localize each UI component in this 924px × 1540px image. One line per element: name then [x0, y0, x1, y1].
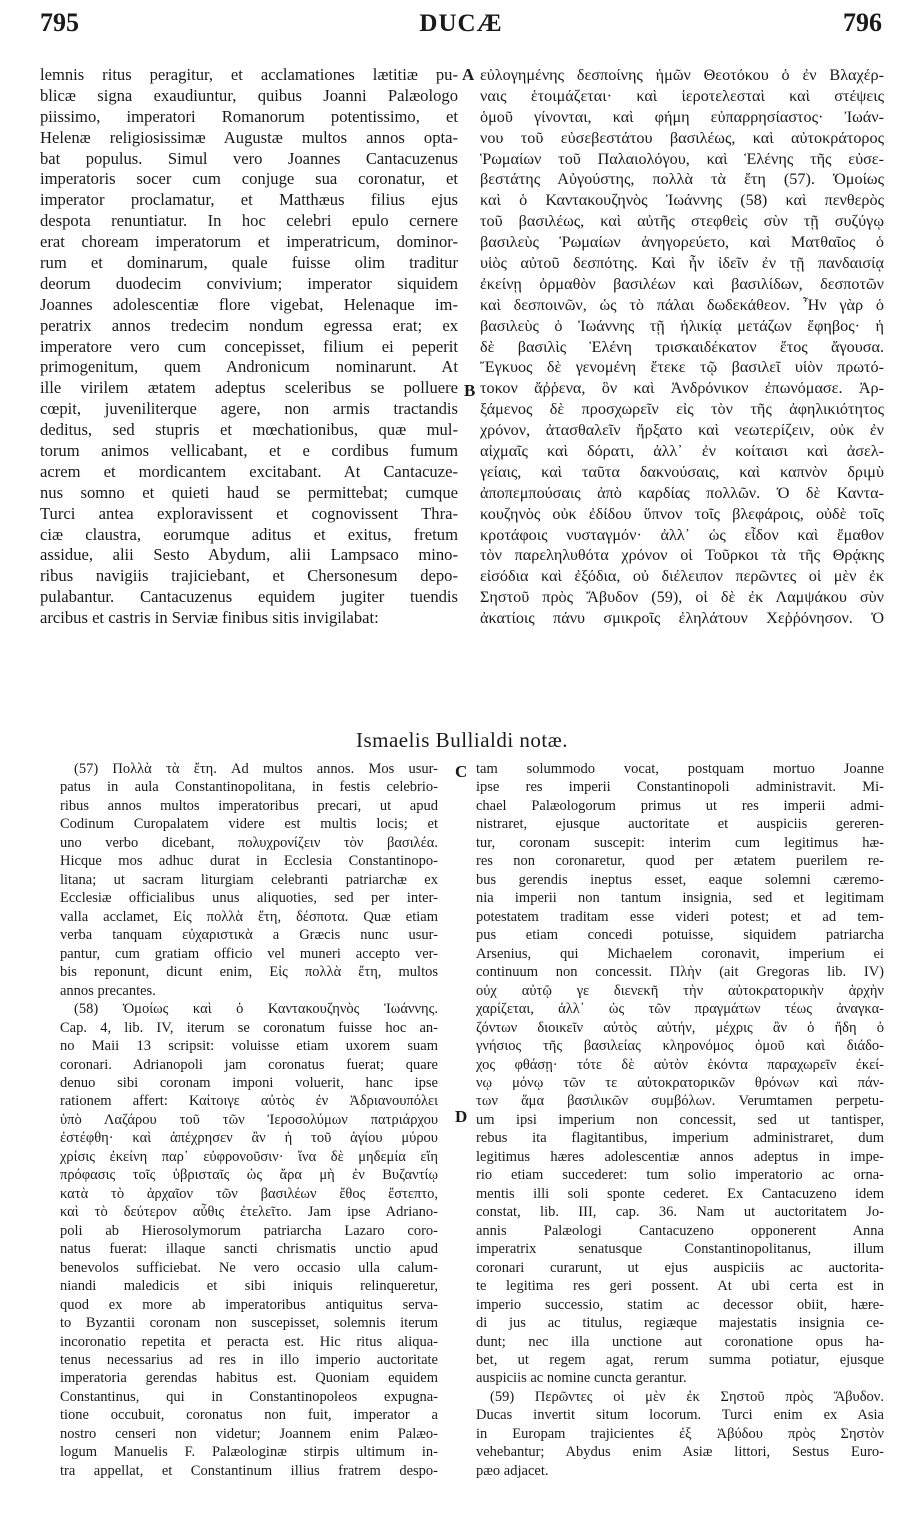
- text-line: imperatrix senatusque Constantinopolitanus, illum: [476, 1241, 884, 1258]
- text-line: ipse res imperii Constantinopoli administravit. Mi-: [476, 779, 884, 796]
- text-line: χος φθάσῃ· τότε δὲ αὐτὸν ἑκόντα παραχωρεῖν ἐκεί-: [476, 1056, 884, 1073]
- text-line: ἐκείνῃ ὀρμαθὸν βασιλέων καὶ βασιλίδων, δεσποτῶν: [480, 274, 884, 293]
- text-line: arcibus et castris in Serviæ finibus sitis invigilabat:: [40, 608, 379, 628]
- latin-text-column: [40, 65, 458, 629]
- text-line: piissimo, imperatori Romanorum potentissimo, et: [40, 106, 458, 126]
- text-line: dunt; nec illa unctione aut coronatione opus ha-: [476, 1333, 884, 1350]
- text-line: Cap. 4, lib. IV, iterum se coronatum fuisse hoc an-: [60, 1019, 438, 1036]
- text-line: χρόνον, ἀτασθαλεῖν ἤρξατο καὶ νεωτερίζειν, οὐκ ἐν: [480, 421, 884, 440]
- margin-marker-d: D: [455, 1107, 468, 1126]
- text-line: te legitima res geri possent. At ubi certa est in: [476, 1278, 884, 1295]
- text-line: uno verbo dicebant, πολυχρονίζειν τὸν βασιλέα.: [60, 834, 438, 851]
- text-line: pantur, cum gratiam officio vel muneri accepto ver-: [60, 945, 438, 962]
- text-line: (58) Ὁμοίως καὶ ὁ Καντακουζηνὸς Ἰωάννης.: [74, 1001, 438, 1018]
- text-line: Arsenius, qui Michaelem coronavit, imperium ei: [476, 945, 884, 962]
- text-line: imperator proclamatur, et Matthæus filius ejus: [40, 190, 458, 210]
- text-line: κουζηνὸς οὐκ ἐδίδου ὕπνον τοῖς βλεφάροις, οὐδὲ τοῖς: [480, 504, 884, 523]
- text-line: rum et dominarum, quale fuisse olim traditur: [40, 253, 458, 273]
- text-line: Ecclesiæ officialibus unus aliquoties, sed per inter-: [60, 890, 438, 907]
- text-line: benevolos sufficiebat. Ne vero occasio ulla calum-: [60, 1259, 438, 1276]
- text-line: imperatoris socer cum conjuge sua coronatur, et: [40, 169, 458, 189]
- text-line: Codinum Curopalatem videre est multis locis; et: [60, 816, 438, 833]
- text-line: annis Palæologi Cantacuzeno opponerent Anna: [476, 1222, 884, 1239]
- text-line: νου τοῦ εὐσεβεστάτου βασιλέως, καὶ αὐτοκράτορος: [480, 128, 884, 147]
- text-line: incoronatio repetita et peracta est. Hic ritus aliqua-: [60, 1333, 438, 1350]
- text-line: Turci antea exploravissent et cognovissent Thra-: [40, 503, 458, 523]
- text-line: ille virilem ætatem adeptus sceleribus se polluere: [40, 378, 458, 398]
- text-line: quod ex more ab imperatoribus antiquitus serva-: [60, 1296, 438, 1313]
- text-line: τὸν παρεληλυθότα χρόνον οἱ Τοῦρκοι τὰ τῆς Θρᾴκης: [480, 546, 884, 565]
- text-line: tam solummodo vocat, postquam mortuo Joanne: [476, 761, 884, 777]
- text-line: ὁμοῦ γίνονται, καὶ φήμη εὐπαρρησίαστος· Ἰωάν-: [480, 107, 884, 126]
- margin-marker-c: C: [455, 762, 468, 781]
- text-line: καὶ ὁ Καντακουζηνὸς Ἰωάννης (58) καὶ πενθερὸς: [480, 191, 884, 210]
- text-line: in Europam trajicientes ἐξ Ἀβύδου πρὸς Σηστὸν: [476, 1425, 884, 1442]
- text-line: βεστάτης Αὐγούστης, πολλὰ τὰ ἔτη (57). Ὁμοίως: [480, 170, 884, 189]
- text-line: no Maii 13 scripsit: voluisse etiam uxorem suam: [60, 1038, 438, 1055]
- text-line: (57) Πολλὰ τὰ ἔτη. Ad multos annos. Mos usur-: [74, 761, 438, 777]
- text-line: mentis illi soli sponte cederet. Ex Cantacuzeno idem: [476, 1185, 884, 1202]
- text-line: logum Manuelis F. Palæologinæ stirpis ultimum in-: [60, 1444, 438, 1461]
- text-line: blicæ signa exaudiuntur, quibus Joanni Palæologo: [40, 85, 458, 105]
- text-line: constat, lib. III, cap. 36. Nam ut auctoritatem Jo-: [476, 1204, 884, 1221]
- text-line: natus fuerat: illaque sancti chrismatis unctio apud: [60, 1241, 438, 1258]
- text-line: των ἅμα βασιλικῶν συμβόλων. Verumtamen perpetu-: [476, 1093, 884, 1110]
- text-line: deditus, sed stupris et mœchationibus, quæ mul-: [40, 420, 458, 440]
- notes-heading: Ismaelis Bullialdi notæ.: [355, 728, 569, 752]
- text-line: lemnis ritus peragitur, et acclamationes lætitiæ pu-: [40, 65, 458, 84]
- text-line: poli ab Hierosolymorum patriarcha Lazaro coro-: [60, 1222, 438, 1239]
- text-line: ξάμενος δὲ προσχωρεῖν εἰς τὸν τῆς ἀφηλικιότητος: [480, 400, 884, 419]
- text-line: βασιλεὺς Ῥωμαίων ἀνηγορεύετο, καὶ Ματθαῖος ὁ: [480, 233, 884, 252]
- text-line: (59) Περῶντες οἱ μὲν ἐκ Σηστοῦ πρὸς Ἄβυδον.: [490, 1388, 884, 1405]
- text-line: δὲ βασιλὶς Ἑλένη τρισκαιδέκατον ἔτος ἄγουσα.: [480, 337, 884, 356]
- text-line: κατὰ τὸ ἀρχαῖον τῶν βασιλέων ἔθος ἔστεπτο,: [60, 1185, 438, 1202]
- text-line: patus in aula Constantinopolitana, in festis celebrio-: [60, 779, 438, 796]
- text-line: ναις ἑτοιμάζεται· καὶ ἱεροτελεσταὶ καὶ στέψεις: [480, 86, 884, 105]
- text-line: bat populus. Simul vero Joannes Cantacuzenus: [40, 148, 458, 168]
- text-line: imperatoria gerendas habitus est. Quoniam equidem: [60, 1370, 438, 1387]
- text-line: erat choream imperatorum et imperatricum, dominor-: [40, 232, 458, 252]
- text-line: γνήσιος τῆς βασιλείας κληρονόμος ὁμοῦ καὶ διάδο-: [476, 1038, 884, 1055]
- text-line: res non coronaretur, quod per ætatem puerilem re-: [476, 853, 884, 870]
- text-line: πρόφασις τοῖς ὑβρισταῖς ὡς ἄρα μὴ ἐν Βυζαντίῳ: [60, 1167, 438, 1184]
- text-line: Hicque mos adhuc durat in Ecclesia Constantinopo-: [60, 853, 438, 870]
- text-line: pus etiam concedi potuisse, siquidem patriarcha: [476, 927, 884, 944]
- text-line: ciæ claustra, eorumque aditus et exitus, fretum: [40, 524, 458, 544]
- text-line: νῳ μόνῳ τῶν τε αὐτοκρατορικῶν θρόνων καὶ πάν-: [476, 1074, 884, 1091]
- text-line: ζόντων διοικεῖν αὐτὸς αὐτήν, μέχρις ἂν ὁ ἤδη ὁ: [476, 1019, 884, 1036]
- text-line: nostro censeri non videtur; Joannem enim Palæo-: [60, 1425, 438, 1442]
- text-line: nia imperii non tantum insignia, sed et legitimam: [476, 890, 884, 907]
- text-line: coronari. Adrianopoli jam coronatus fuerat; quare: [60, 1056, 438, 1073]
- text-line: αἰχμαῖς καὶ δόρατι, ἀλλ᾽ ἐν κοίταισι καὶ ἀσελ-: [480, 442, 884, 461]
- text-line: legitimus hæres adolescentiæ annos adeptus in impe-: [476, 1148, 884, 1165]
- text-line: tra appellat, et Constantinum illius fratrem despo-: [60, 1462, 438, 1479]
- text-line: auspiciis ac nomine cuncta gerantur.: [476, 1370, 687, 1387]
- text-line: υἱὸς αὐτοῦ δεσπότης. Καὶ ἦν ἰδεῖν ἐν τῇ πανδαισίᾳ: [480, 254, 884, 273]
- text-line: coronari curarunt, ut ejus auspiciis ac auctorita-: [476, 1259, 884, 1276]
- text-line: γείαις, καὶ ταῦτα δακνούσαις, καὶ καπνὸν δριμὺ: [480, 462, 884, 481]
- text-line: Ducas invertit situm locorum. Turci enim ex Asia: [476, 1407, 884, 1424]
- text-line: nistraret, ejusque auctoritate et auspiciis gereren-: [476, 816, 884, 833]
- text-line: εὐλογημένης δεσποίνης ἡμῶν Θεοτόκου ὁ ἐν Βλαχέρ-: [480, 66, 884, 84]
- text-line: di jus ac titulus, regiæque majestatis insignia ce-: [476, 1315, 884, 1332]
- page-number-left: 795: [40, 8, 79, 37]
- text-line: bet, ut regem agat, rerum summa potiatur, ejusque: [476, 1352, 884, 1368]
- text-line: tenus necessarius ad res in illo imperio auctoritate: [60, 1352, 438, 1368]
- text-line: deorum duodecim convivium; imperator siquidem: [40, 273, 458, 293]
- text-line: ἐστέφθη· καὶ ἀπέχρησεν ἂν ἡ τοῦ ἁγίου μύρου: [60, 1130, 438, 1147]
- text-line: ἀκατίοις πάνυ σμικροῖς ἐληλάτουν Χεῤῥόνησον. Ὁ: [480, 609, 884, 628]
- text-line: τοῦ βασιλέως, καὶ αὐτῆς στεφθεὶς σὺν τῇ συζύγῳ: [480, 212, 884, 231]
- text-line: cœpit, juveniliterque agere, non armis tractandis: [40, 399, 458, 419]
- text-line: Σηστοῦ πρὸς Ἄβυδον (59), οἱ δὲ ἐκ Λαμψάκου σὺν: [480, 588, 884, 607]
- text-line: despota renuntiatur. In hoc celebri epulo cernere: [40, 211, 458, 231]
- text-line: rebus ita flagitantibus, imperium administraret, dum: [476, 1130, 884, 1147]
- text-line: acrem et mordicantem excitabant. At Cantacuze-: [40, 461, 458, 481]
- text-line: βασιλεὺς ὁ Ἰωάννης τῇ ἡλικίᾳ μετάζων ἔφηβος· ἡ: [480, 316, 884, 335]
- text-line: denuo sibi coronam imponi voluerit, hanc ipse: [60, 1074, 438, 1091]
- text-line: tur, coronam suscepit: interim cum legitimus hæ-: [476, 834, 884, 851]
- text-line: Joannes adolescentiæ flore vigebat, Helenaque im-: [40, 294, 458, 314]
- text-line: annos precantes.: [60, 982, 156, 999]
- text-line: Ῥωμαίων τοῦ Παλαιολόγου, καὶ Ἑλένης τῆς εὐσε-: [480, 149, 884, 168]
- text-line: continuum non concessit. Πλὴν (ait Gregoras lib. IV): [476, 964, 884, 981]
- text-line: bus gerendis ineptus esset, eaque solemni cæremo-: [476, 871, 884, 888]
- text-line: καὶ τὸ δεύτερον αὖθις ἐτελεῖτο. Jam ipse Adriano-: [60, 1204, 438, 1221]
- text-line: chael Palæologorum primus ut res imperii admi-: [476, 797, 884, 814]
- text-line: rationem affert: Καίτοιγε αὐτὸς ἐν Ἀδριανουπόλει: [60, 1093, 438, 1110]
- notes-right-column: [476, 760, 884, 1480]
- text-line: tione occubuit, coronatus non fuit, imperator a: [60, 1407, 438, 1424]
- text-line: ὑπὸ Λαζάρου τοῦ τῶν Ἱεροσολύμων πατριάρχου: [60, 1111, 438, 1128]
- text-line: κροτάφοις νυσταγμόν· ἀλλ᾽ ὡς εἶδον καὶ ἔμαθον: [480, 525, 884, 544]
- text-line: χαρίζεται, ἀλλ᾽ ὡς τῶν πραγμάτων τέως ἀναγκα-: [476, 1001, 884, 1018]
- text-line: pæo adjacet.: [476, 1462, 549, 1479]
- running-header: [40, 8, 882, 48]
- text-line: torum animos vellicabant, et e cordibus fumum: [40, 441, 458, 461]
- text-line: Helenæ religiosissimæ Augustæ multos annos opta-: [40, 127, 458, 147]
- text-line: χρίσις ἐκείνη παρ᾽ εὐφρονοῦσιν· ἵνα δὲ μηδεμία εἴη: [60, 1148, 438, 1165]
- margin-marker-b: B: [464, 381, 476, 400]
- text-line: potestatem traditam esse videri potest; et ad tem-: [476, 908, 884, 925]
- text-line: assidue, alii Sesto Abydum, alii Lampsaco mino-: [40, 545, 458, 565]
- text-line: vehebantur; Abydus enim Asiæ littori, Sestus Euro-: [476, 1444, 884, 1461]
- text-line: imperatore vero cum concepisset, filium ei peperit: [40, 336, 458, 356]
- text-line: to Byzantii coronam non suscepisset, solemnis iterum: [60, 1315, 438, 1332]
- text-line: bis reponunt, dicunt enim, Εἰς πολλὰ ἔτη, multos: [60, 964, 438, 981]
- text-line: ribus annos multos imperatoribus precari, ut apud: [60, 797, 438, 814]
- text-line: ribus navigiis trajiciebant, et Chersonesum depo-: [40, 566, 458, 586]
- text-line: pulabantur. Cantacuzenus equidem jugiter tuendis: [40, 587, 458, 607]
- running-title: DUCÆ: [419, 10, 503, 37]
- text-line: peratrix annos tredecim nondum egressa erat; ex: [40, 315, 458, 335]
- text-line: εἰσόδια καὶ ἐξόδια, οὐ διέλειπον περῶντες οἱ μὲν ἐκ: [480, 567, 884, 586]
- text-line: nus somno et quieti haud se permittebat; cumque: [40, 482, 458, 502]
- text-line: niandi maledicis et sibi iniquis relinqueretur,: [60, 1278, 438, 1295]
- greek-text-column: [480, 65, 884, 629]
- text-line: litana; ut sacram liturgiam celebranti patriarchæ ex: [60, 871, 438, 888]
- text-line: Constantinus, qui in Constantinopoleos expugna-: [60, 1388, 438, 1405]
- text-line: ἀποπεμπούσαις ἀπὸ καρδίας πολλῶν. Ὁ δὲ Καντα-: [480, 483, 884, 502]
- text-line: τοκον ἄῤῥενα, ὃν καὶ Ἀνδρόνικον ἐπωνόμασε. Ἀρ-: [480, 379, 884, 398]
- text-line: um ipsi imperium non concessit, sed ut tantisper,: [476, 1111, 884, 1128]
- text-line: καὶ δεσποινῶν, ὡς τὸ πάλαι δωδεκάθεον. Ἦν γὰρ ὁ: [480, 295, 884, 314]
- text-line: Ἔγκυος δὲ γενομένη ἔτεκε τῷ βασιλεῖ υἱὸν πρωτό-: [480, 358, 884, 377]
- margin-marker-a: A: [462, 65, 475, 84]
- text-line: οὐχ αὐτῷ γε διενεκῆ τὴν αὐτοκρατορικὴν ἀρχὴν: [476, 982, 884, 999]
- text-line: valla acclamet, Εἰς πολλὰ ἔτη, δέσποτα. Quæ etiam: [60, 908, 438, 925]
- text-line: primogenitum, quem Andronicum nominarunt. At: [40, 357, 458, 377]
- text-line: verba tanquam εὐχαριστικὰ a Græcis nunc usur-: [60, 927, 438, 944]
- text-line: rio etiam succederet: tum solio imperatorio ac orna-: [476, 1167, 884, 1184]
- text-line: imperio successio, statim ac decessor obiit, hære-: [476, 1296, 884, 1313]
- notes-left-column: [60, 760, 438, 1480]
- page-number-right: 796: [843, 8, 882, 37]
